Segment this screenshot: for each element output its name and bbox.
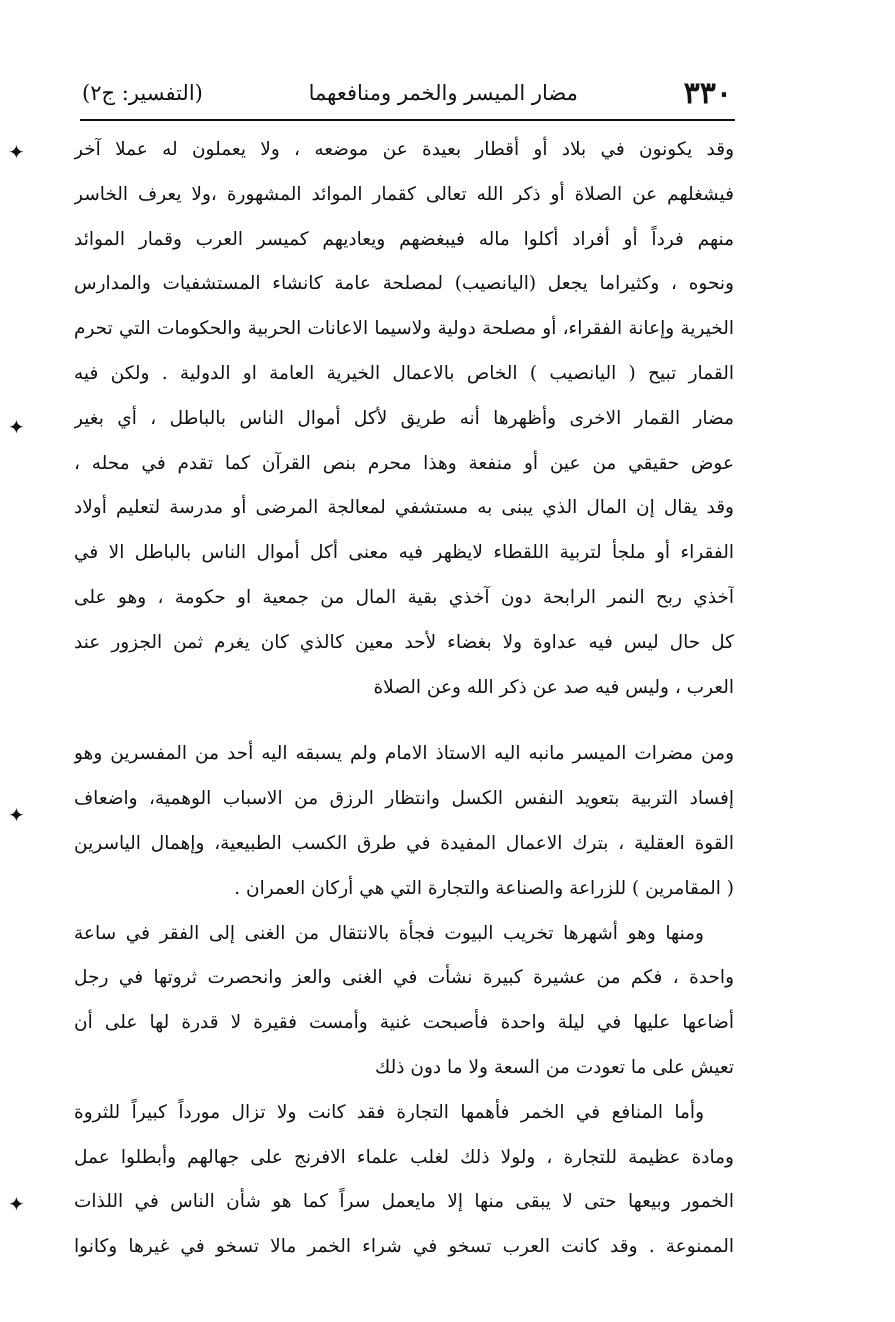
- text-line: وقد يكونون في بلاد أو أقطار بعيدة عن موضعه ، ولا يعملون له عملا آخر: [74, 139, 734, 160]
- text-line: ( المقامرين ) للزراعة والصناعة والتجارة التي هي أركان العمران .: [234, 877, 734, 899]
- text-line: وقد يقال إن المال الذي يبنى به مستشفي لمعالجة المرضى أو مدرسة لتعليم أولاد: [74, 497, 734, 519]
- text-line: منهم فرداً أو أفراد أكلوا ماله فيبغضهم ويعاديهم كميسر العرب وقمار الموائد: [74, 228, 734, 250]
- text-line: عوض حقيقي من عين أو منفعة وهذا محرم بنص القرآن كما تقدم في محله ،: [74, 452, 734, 474]
- text-line: القمار تبيح ( اليانصيب ) الخاص بالاعمال الخيرية العامة او الدولية . ولكن فيه: [74, 362, 734, 384]
- text-line: الفقراء أو ملجأ لتربية اللقطاء لايظهر فيه معنى أكل أموال الناس بالباطل الا في: [74, 542, 734, 564]
- paragraph: [74, 128, 734, 710]
- text-line: كل حال ليس فيه عداوة ولا بغضاء لأحد معين كالذي كان يغرم ثمن الجزور عند: [74, 631, 734, 653]
- text-line: وأما المنافع في الخمر فأهمها التجارة فقد كانت ولا تزال مورداً كبيراً للثروة: [74, 1101, 704, 1123]
- text-line: أضاعها عليها في ليلة واحدة فأصبحت غنية وأمست فقيرة لا قدرة لها على أن: [74, 1012, 734, 1034]
- paragraph: [74, 1091, 734, 1270]
- page-header: [82, 70, 732, 116]
- margin-marker-icon: ✦: [8, 140, 25, 164]
- header-rule: [80, 119, 735, 121]
- text-line: إفساد التربية بتعويد النفس الكسل وانتظار الرزق من الاسباب الوهمية، واضعاف: [74, 788, 734, 810]
- text-line: ونحوه ، وكثيراما يجعل (اليانصيب) لمصلحة عامة كانشاء المستشفيات والمدارس: [74, 273, 734, 295]
- margin-marker-icon: ✦: [8, 415, 25, 439]
- text-line: الخمور وبيعها حتى لا يبقى منها إلا مايعمل سراً كما هو شأن الناس في اللذات: [74, 1191, 734, 1213]
- text-line: ومنها وهو أشهرها تخريب البيوت فجأة بالانتقال من الغنى إلى الفقر في ساعة: [74, 922, 704, 944]
- running-title: مضار الميسر والخمر ومنافعهما: [308, 81, 578, 105]
- text-line: فيشغلهم عن الصلاة أو ذكر الله تعالى كقمار الموائد المشهورة ،ولا يعرف الخاسر: [74, 183, 734, 205]
- body-text: [74, 128, 734, 1270]
- text-line: الخيرية وإعانة الفقراء، أو مصلحة دولية ولاسيما الاعانات الحربية والحكومات التي تحرم: [74, 318, 734, 340]
- text-line: الممنوعة . وقد كانت العرب تسخو في شراء الخمر مالا تسخو في غيرها وكانوا: [74, 1236, 734, 1258]
- paragraph: [74, 912, 734, 1091]
- text-line: ومادة عظيمة للتجارة ، ولولا ذلك لغلب علماء الافرنج على جهالهم وأبطلوا عمل: [74, 1146, 734, 1168]
- paragraph: [74, 732, 734, 911]
- margin-marker-icon: ✦: [8, 1192, 25, 1216]
- text-line: واحدة ، فكم من عشيرة كبيرة نشأت في الغنى والعز وانحصرت ثروتها في رجل: [74, 967, 734, 989]
- margin-marker-icon: ✦: [8, 803, 25, 827]
- text-line: تعيش على ما تعودت من السعة ولا ما دون ذلك: [375, 1056, 734, 1078]
- page-number: ٣٣٠: [683, 75, 732, 111]
- text-line: ومن مضرات الميسر مانبه اليه الاستاذ الامام ولم يسبقه اليه أحد من المفسرين وهو: [74, 743, 734, 765]
- text-line: مضار القمار الاخرى وأظهرها أنه طريق لأكل أموال الناس بالباطل ، أي بغير: [74, 407, 734, 429]
- text-line: العرب ، وليس فيه صد عن ذكر الله وعن الصلاة: [373, 676, 734, 698]
- text-line: آخذي ربح النمر الرابحة دون آخذي بقية المال من جمعية او حكومة ، وهو على: [74, 586, 734, 608]
- text-line: القوة العقلية ، بترك الاعمال المفيدة في طرق الكسب الطبيعية، وإهمال الياسرين: [74, 832, 734, 854]
- section-label: (التفسير: ج٢): [82, 81, 203, 105]
